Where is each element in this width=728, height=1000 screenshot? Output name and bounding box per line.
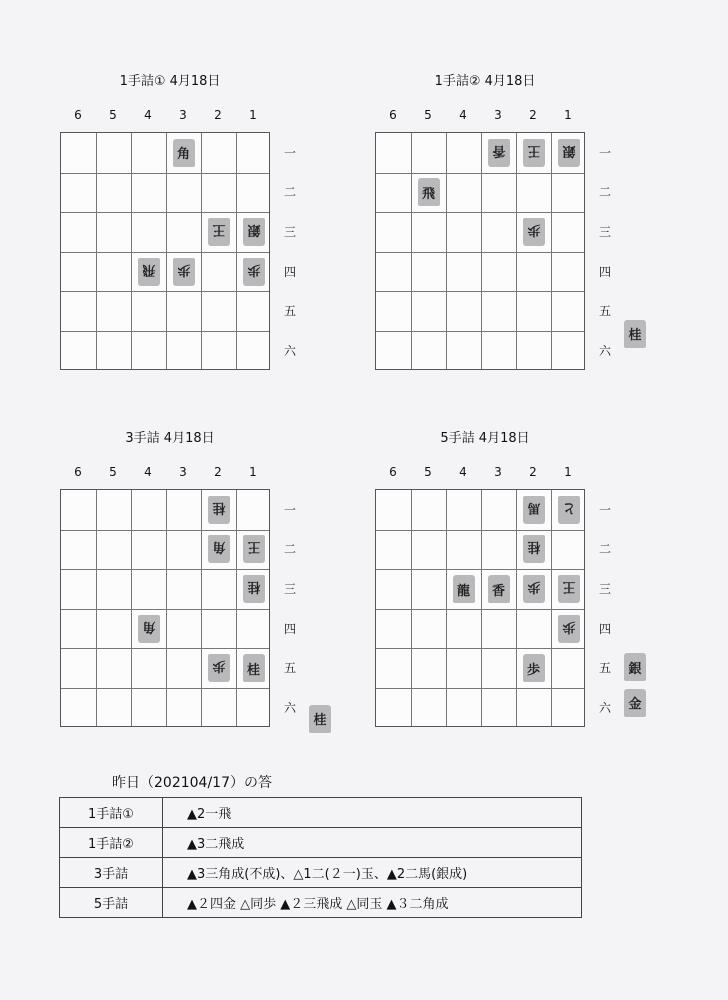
grid-line xyxy=(376,291,584,292)
shogi-piece: 飛 xyxy=(138,258,160,286)
answer-row xyxy=(60,798,582,828)
column-number: 5 xyxy=(424,465,432,479)
answer-row xyxy=(60,828,582,858)
grid-line xyxy=(376,569,584,570)
row-number: 五 xyxy=(283,304,296,319)
shogi-piece: 馬 xyxy=(523,496,545,524)
column-number: 1 xyxy=(564,465,572,479)
row-number: 六 xyxy=(598,343,611,358)
row-number: 三 xyxy=(598,225,611,239)
column-number: 5 xyxy=(109,108,117,122)
shogi-piece: 角 xyxy=(173,139,195,167)
row-number: 二 xyxy=(598,185,611,200)
row-number: 一 xyxy=(598,502,611,517)
row-number: 三 xyxy=(283,225,296,239)
puzzle-title: 1手詰① 4月18日 xyxy=(119,74,221,89)
shogi-piece: 飛 xyxy=(418,178,440,206)
row-number: 五 xyxy=(598,304,611,319)
row-number: 六 xyxy=(283,700,296,715)
column-number: 4 xyxy=(459,465,467,479)
column-number: 3 xyxy=(494,465,502,479)
shogi-piece: 王 xyxy=(243,535,265,563)
grid-line xyxy=(201,490,202,726)
grid-line xyxy=(376,688,584,689)
grid-line xyxy=(376,212,584,213)
grid-line xyxy=(61,252,269,253)
row-number: 四 xyxy=(598,621,611,636)
grid-line xyxy=(516,490,517,726)
grid-line xyxy=(61,291,269,292)
column-number: 3 xyxy=(179,465,187,479)
grid-line xyxy=(61,212,269,213)
shogi-piece: 桂 xyxy=(243,575,265,603)
column-number: 2 xyxy=(529,108,537,122)
shogi-board xyxy=(60,132,270,370)
hand-piece: 金 xyxy=(624,689,646,717)
shogi-board xyxy=(60,489,270,727)
puzzle-title: 1手詰② 4月18日 xyxy=(434,74,536,89)
problem-name: 5手詰 xyxy=(60,888,163,918)
grid-line xyxy=(376,609,584,610)
shogi-board xyxy=(375,489,585,727)
column-number: 6 xyxy=(74,108,82,122)
row-number: 一 xyxy=(283,145,296,160)
row-number: 二 xyxy=(598,542,611,557)
grid-line xyxy=(376,331,584,332)
grid-line xyxy=(61,331,269,332)
shogi-piece: 龍 xyxy=(453,575,475,603)
row-number: 四 xyxy=(283,264,296,279)
shogi-piece: 歩 xyxy=(173,258,195,286)
grid-line xyxy=(376,648,584,649)
shogi-piece: と xyxy=(558,496,580,524)
column-number: 5 xyxy=(424,108,432,122)
puzzle-title: 3手詰 4月18日 xyxy=(125,431,215,446)
problem-name: 3手詰 xyxy=(60,858,163,888)
column-number: 1 xyxy=(564,108,572,122)
hand-piece: 桂 xyxy=(309,705,331,733)
answer-text: ▲3三角成(不成)、△1二(２一)玉、▲2二馬(銀成) xyxy=(163,858,582,888)
shogi-piece: 歩 xyxy=(208,654,230,682)
shogi-piece: 香 xyxy=(488,139,510,167)
row-number: 四 xyxy=(283,621,296,636)
hand-piece: 桂 xyxy=(624,320,646,348)
grid-line xyxy=(551,490,552,726)
row-number: 三 xyxy=(598,582,611,596)
grid-line xyxy=(61,609,269,610)
column-number: 4 xyxy=(459,108,467,122)
column-numbers xyxy=(375,465,615,481)
row-number: 六 xyxy=(598,700,611,715)
column-number: 2 xyxy=(214,465,222,479)
problem-name: 1手詰② xyxy=(60,828,163,858)
shogi-piece: 桂 xyxy=(523,535,545,563)
shogi-piece: 歩 xyxy=(523,218,545,246)
shogi-piece: 角 xyxy=(138,615,160,643)
grid-line xyxy=(376,530,584,531)
answer-text: ▲２四金 △同歩 ▲２三飛成 △同玉 ▲３二角成 xyxy=(163,888,582,918)
shogi-piece: 桂 xyxy=(208,496,230,524)
column-number: 3 xyxy=(179,108,187,122)
row-number: 五 xyxy=(283,661,296,676)
column-number: 6 xyxy=(389,465,397,479)
grid-line xyxy=(61,648,269,649)
grid-line xyxy=(61,530,269,531)
column-number: 1 xyxy=(249,465,257,479)
row-number: 二 xyxy=(283,542,296,557)
shogi-piece: 桂 xyxy=(243,654,265,682)
column-numbers xyxy=(60,465,300,481)
grid-line xyxy=(516,133,517,369)
column-number: 3 xyxy=(494,108,502,122)
column-number: 6 xyxy=(389,108,397,122)
grid-line xyxy=(376,173,584,174)
grid-line xyxy=(236,133,237,369)
row-number: 三 xyxy=(283,582,296,596)
grid-line xyxy=(376,252,584,253)
shogi-piece: 銀 xyxy=(243,218,265,246)
shogi-piece: 王 xyxy=(523,139,545,167)
row-number: 六 xyxy=(283,343,296,358)
shogi-piece: 歩 xyxy=(523,654,545,682)
puzzle-title: 5手詰 4月18日 xyxy=(440,431,530,446)
answer-row xyxy=(60,858,582,888)
column-numbers xyxy=(60,108,300,124)
shogi-piece: 歩 xyxy=(558,615,580,643)
grid-line xyxy=(61,569,269,570)
row-number: 二 xyxy=(283,185,296,200)
row-number: 一 xyxy=(598,145,611,160)
grid-line xyxy=(236,490,237,726)
row-number: 五 xyxy=(598,661,611,676)
grid-line xyxy=(551,133,552,369)
column-number: 5 xyxy=(109,465,117,479)
column-number: 2 xyxy=(529,465,537,479)
shogi-piece: 歩 xyxy=(243,258,265,286)
shogi-board xyxy=(375,132,585,370)
hand-piece: 銀 xyxy=(624,653,646,681)
shogi-piece: 王 xyxy=(208,218,230,246)
answer-row xyxy=(60,888,582,918)
answer-text: ▲3二飛成 xyxy=(163,828,582,858)
answers-heading: 昨日（202104/17）の答 xyxy=(112,775,272,791)
answers-table xyxy=(59,797,582,918)
column-number: 2 xyxy=(214,108,222,122)
grid-line xyxy=(61,688,269,689)
row-number: 一 xyxy=(283,502,296,517)
column-number: 1 xyxy=(249,108,257,122)
shogi-piece: 香 xyxy=(488,575,510,603)
shogi-piece: 角 xyxy=(208,535,230,563)
column-number: 4 xyxy=(144,465,152,479)
grid-line xyxy=(201,133,202,369)
shogi-piece: 王 xyxy=(558,575,580,603)
row-number: 四 xyxy=(598,264,611,279)
problem-name: 1手詰① xyxy=(60,798,163,828)
column-number: 4 xyxy=(144,108,152,122)
shogi-piece: 銀 xyxy=(558,139,580,167)
grid-line xyxy=(61,173,269,174)
shogi-piece: 歩 xyxy=(523,575,545,603)
column-numbers xyxy=(375,108,615,124)
column-number: 6 xyxy=(74,465,82,479)
answer-text: ▲2一飛 xyxy=(163,798,582,828)
